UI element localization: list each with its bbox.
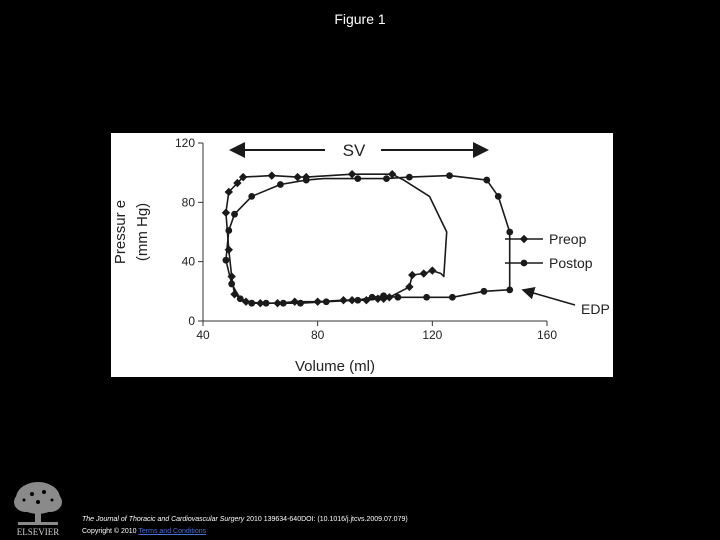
data-point-postop (383, 175, 390, 182)
data-point-preop (420, 269, 428, 277)
data-point-postop (483, 177, 490, 184)
annotations (231, 141, 610, 317)
pv-loop-chart (111, 133, 613, 377)
data-point-postop (446, 172, 453, 179)
logo-label: ELSEVIER (16, 527, 60, 537)
data-point-postop (323, 298, 330, 305)
footer (82, 514, 408, 538)
data-point-postop (481, 288, 488, 295)
series-line-postop (226, 176, 510, 304)
data-point-preop (222, 209, 230, 217)
data-point-preop (408, 271, 416, 279)
data-point-postop (263, 300, 270, 307)
series-layer (222, 170, 513, 307)
x-axis-label: Volume (ml) (294, 358, 376, 375)
edp-arrow (523, 290, 575, 305)
data-point-preop (268, 171, 276, 179)
legend-marker-preop (520, 235, 528, 243)
data-point-postop (237, 295, 244, 302)
data-point-postop (223, 257, 230, 264)
copyright-line (82, 526, 408, 538)
data-point-preop (405, 283, 413, 291)
data-point-postop (369, 294, 376, 301)
y-axis-label-line1: Pressur e (112, 199, 129, 265)
series-preop (222, 170, 447, 307)
slide-title: Figure 1 (334, 11, 386, 27)
data-point-postop (406, 174, 413, 181)
data-point-postop (423, 294, 430, 301)
sv-label: SV (342, 141, 366, 160)
data-point-preop (293, 173, 301, 181)
y-axis-label-line2: (mm Hg) (134, 202, 151, 262)
y-tick-label: 0 (188, 314, 195, 328)
data-point-postop (354, 175, 361, 182)
data-point-preop (428, 266, 436, 274)
data-point-postop (380, 292, 387, 299)
legend-label-postop: Postop (549, 255, 593, 271)
data-point-postop (303, 177, 310, 184)
terms-link[interactable]: Terms and Conditions (138, 528, 207, 535)
journal-name: The Journal of Thoracic and Cardiovascular Surgery (82, 516, 245, 523)
y-tick-label: 80 (181, 195, 195, 210)
copyright-text: Copyright © 2010 (82, 528, 139, 535)
data-point-postop (231, 211, 238, 218)
elsevier-tree-logo (4, 478, 72, 538)
legend-marker-postop (521, 260, 528, 267)
citation-line (82, 514, 408, 526)
x-tick-label: 160 (536, 328, 558, 342)
data-point-postop (354, 297, 361, 304)
axes (112, 136, 557, 342)
figure-panel (111, 133, 613, 377)
x-tick-label: 120 (422, 328, 443, 342)
y-tick-label: 40 (181, 254, 195, 269)
data-point-postop (395, 294, 402, 301)
y-tick-label: 120 (174, 136, 195, 150)
data-point-postop (277, 181, 284, 188)
legend-label-preop: Preop (549, 231, 587, 247)
series-postop (223, 172, 514, 306)
data-point-postop (248, 300, 255, 307)
data-point-postop (506, 229, 513, 236)
data-point-postop (228, 281, 235, 288)
data-point-postop (449, 294, 456, 301)
data-point-postop (280, 300, 287, 307)
data-point-postop (506, 286, 513, 293)
x-tick-label: 40 (196, 328, 210, 342)
data-point-postop (495, 193, 502, 200)
data-point-postop (225, 227, 232, 234)
x-tick-label: 80 (310, 328, 325, 342)
citation-text: 2010 139634-640DOI: (10.1016/j.jtcvs.2009.07.079) (244, 516, 408, 523)
edp-label: EDP (581, 301, 610, 317)
data-point-postop (248, 193, 255, 200)
legend (505, 231, 593, 271)
data-point-postop (297, 300, 304, 307)
